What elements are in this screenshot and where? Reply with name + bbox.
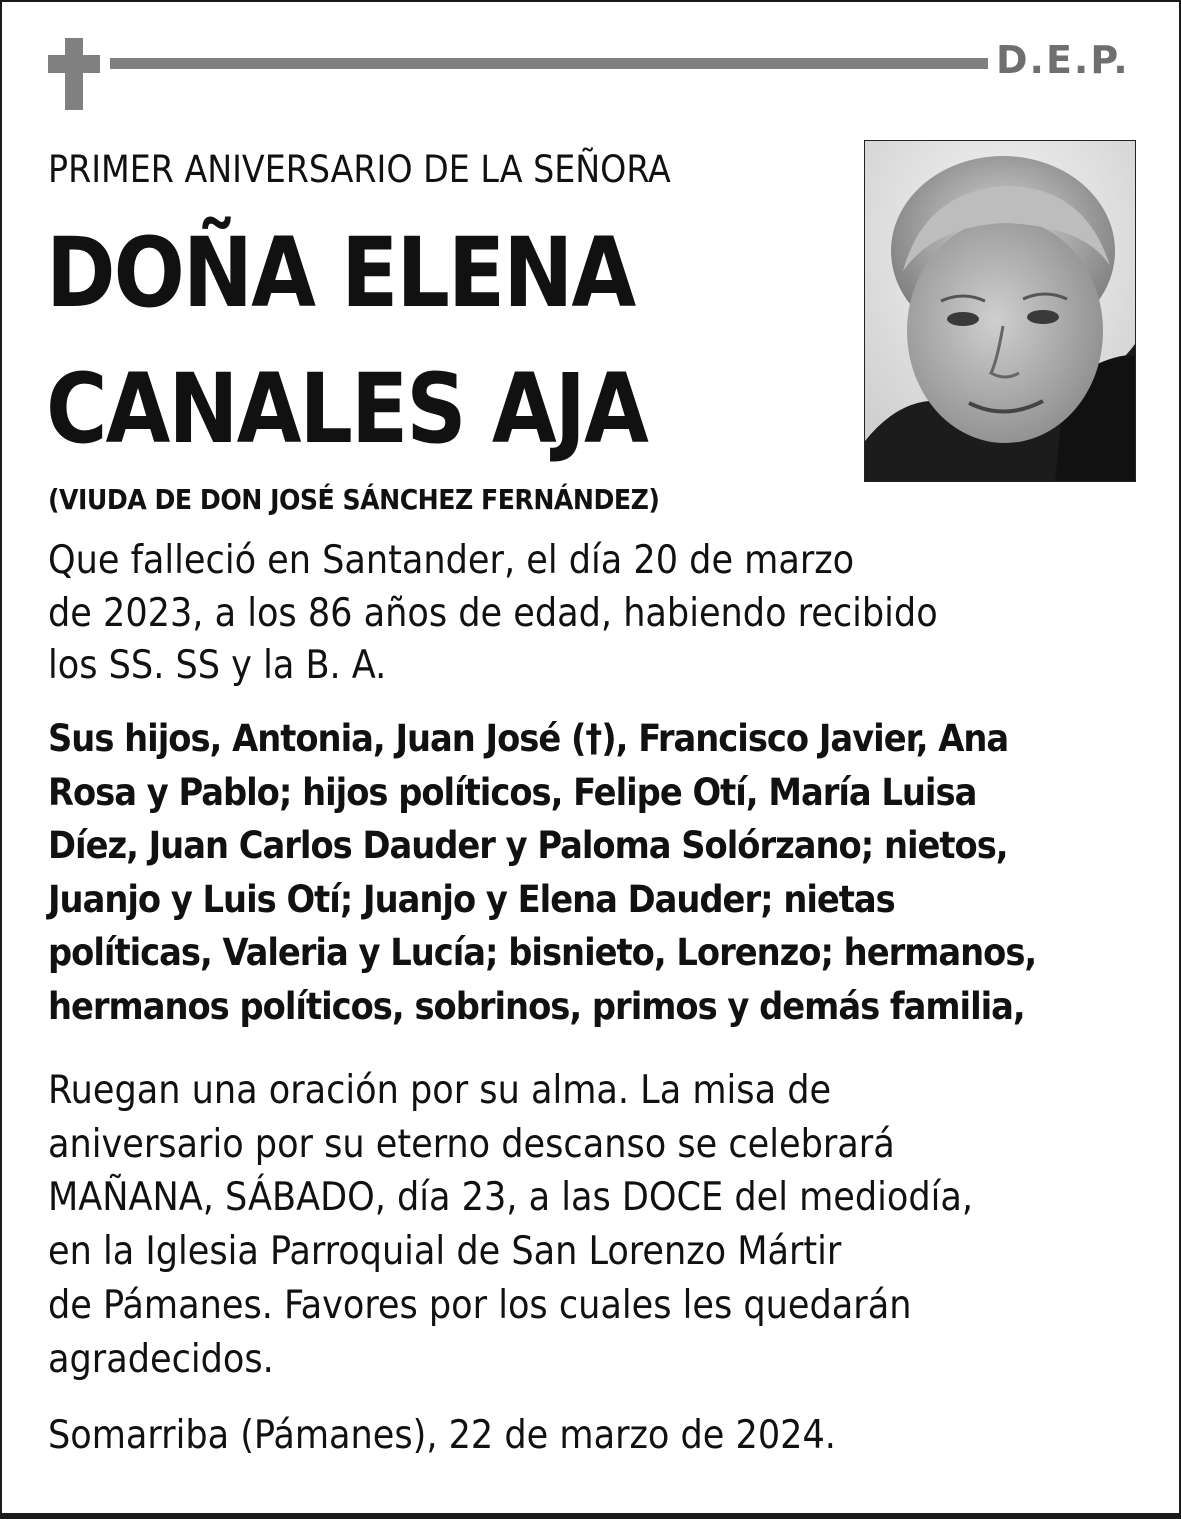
death-info — [48, 535, 938, 693]
portrait-photo — [864, 140, 1136, 482]
name-line-1: DOÑA ELENA — [46, 217, 635, 329]
mass-line: en la Iglesia Parroquial de San Lorenzo Mártir — [48, 1229, 842, 1275]
place-date: Somarriba (Pámanes), 22 de marzo de 2024. — [48, 1413, 836, 1458]
family-list — [48, 712, 1036, 1033]
mass-line: de Pámanes. Favores por los cuales les quedarán — [48, 1282, 912, 1328]
family-line: Juanjo y Luis Otí; Juanjo y Elena Dauder; nietas — [48, 876, 895, 921]
death-line: los SS. SS y la B. A. — [48, 643, 387, 688]
mass-line: aniversario por su eterno descanso se celebrará — [48, 1121, 895, 1167]
cross-icon — [48, 38, 100, 110]
deceased-name — [46, 205, 665, 477]
death-line: de 2023, a los 86 años de edad, habiendo recibido — [48, 590, 938, 636]
widow-of: (VIUDA DE DON JOSÉ SÁNCHEZ FERNÁNDEZ) — [48, 483, 660, 516]
family-line: políticas, Valeria y Lucía; bisnieto, Lorenzo; hermanos, — [48, 930, 1037, 974]
notice-subtitle: PRIMER ANIVERSARIO DE LA SEÑORA — [48, 148, 671, 191]
mass-line: Ruegan una oración por su alma. La misa de — [48, 1068, 832, 1113]
header-rule — [110, 58, 988, 69]
family-line: Rosa y Pablo; hijos políticos, Felipe Otí, María Luisa — [48, 769, 977, 814]
family-line: hermanos políticos, sobrinos, primos y demás familia, — [48, 983, 1025, 1028]
death-line: Que falleció en Santander, el día 20 de marzo — [48, 538, 855, 583]
mass-line: MAÑANA, SÁBADO, día 23, a las DOCE del mediodía, — [48, 1175, 974, 1221]
mass-info — [48, 1064, 973, 1386]
family-line: Díez, Juan Carlos Dauder y Paloma Solórzano; nietos, — [48, 823, 1008, 867]
family-line: Sus hijos, Antonia, Juan José (†), Francisco Javier, Ana — [48, 716, 1009, 760]
name-line-2: CANALES AJA — [46, 353, 647, 465]
dep-badge: D.E.P. — [996, 38, 1130, 82]
mass-line: agradecidos. — [48, 1336, 274, 1382]
